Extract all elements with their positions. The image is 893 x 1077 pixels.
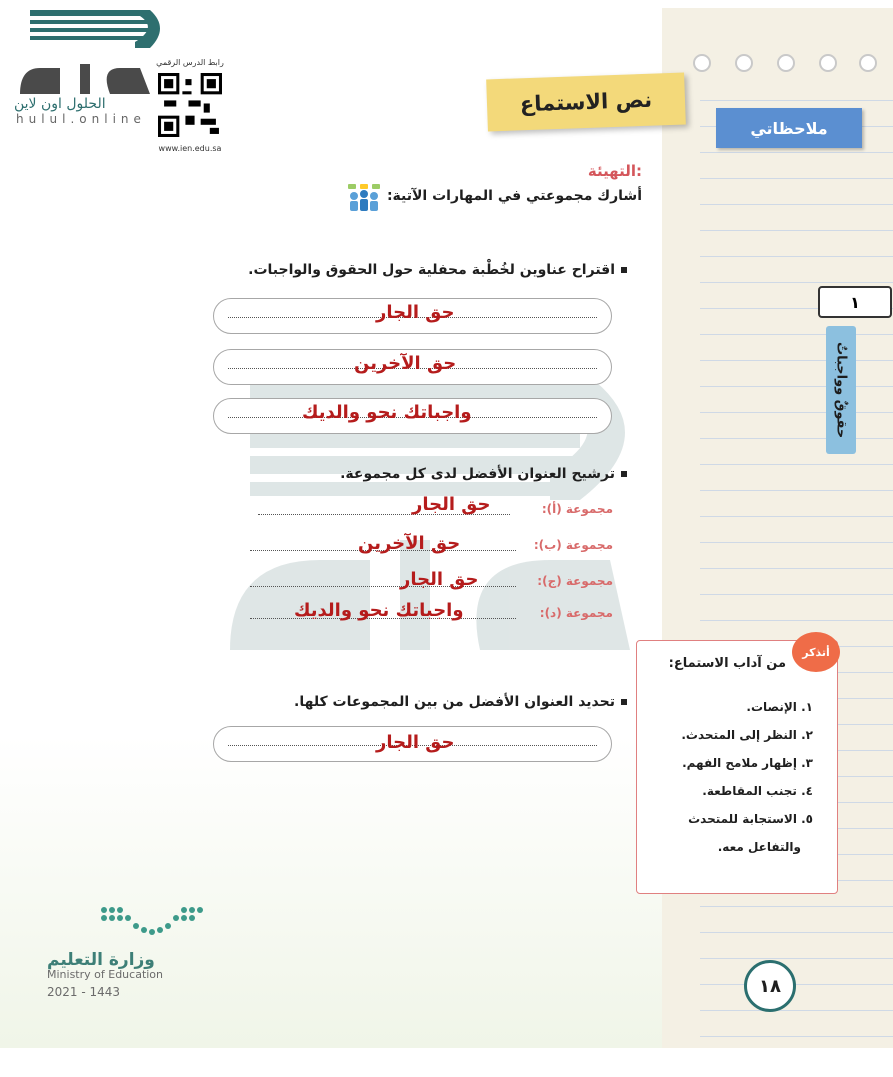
etiquette-item: ٤. تجنب المقاطعة. <box>702 784 813 798</box>
etiquette-item: ٥. الاستجابة للمتحدث <box>688 812 813 826</box>
etiquette-item: والتفاعل معه. <box>717 840 801 854</box>
group-answer: حق الجار <box>412 494 491 515</box>
notebook-ruled-line <box>700 334 893 335</box>
notebook-ruled-line <box>700 932 893 933</box>
qr-code[interactable] <box>158 72 222 138</box>
warmup-heading: التهيئة: <box>587 162 642 180</box>
bullet-icon <box>621 471 627 477</box>
etiquette-item: ١. الإنصات. <box>746 700 813 714</box>
notebook-ruled-line <box>700 542 893 543</box>
group-answer: حق الجار <box>400 569 479 590</box>
notebook-ruled-line <box>700 1036 893 1037</box>
notebook-ruled-line <box>700 464 893 465</box>
notebook-ruled-line <box>700 230 893 231</box>
unit-title: حقوقٌ وواجباتٌ <box>826 326 856 454</box>
notes-tab: ملاحظاتي <box>716 108 862 148</box>
page-number: ١٨ <box>744 960 796 1012</box>
ministry-logo-mark <box>96 904 204 944</box>
ministry-name-arabic: وزارة التعليم <box>47 950 155 970</box>
task3-prompt: تحديد العنوان الأفضل من بين المجموعات كلها. <box>294 694 627 710</box>
notebook-ruled-line <box>700 594 893 595</box>
answer-text: واجباتك نحو والديك <box>302 402 472 423</box>
group-label: مجموعة (ج): <box>537 574 613 588</box>
answer-text: حق الجار <box>376 302 455 323</box>
group-label: مجموعة (د): <box>539 606 613 620</box>
notebook-ruled-line <box>700 1010 893 1011</box>
binder-ring <box>777 54 795 72</box>
binder-ring <box>693 54 711 72</box>
notebook-ruled-line <box>700 984 893 985</box>
notebook-ruled-line <box>700 178 893 179</box>
ministry-name-english: Ministry of Education <box>47 968 164 981</box>
etiquette-item: ٢. النظر إلى المتحدث. <box>681 728 813 742</box>
notebook-ruled-line <box>700 490 893 491</box>
binder-ring <box>859 54 877 72</box>
task2-prompt: ترشيح العنوان الأفضل لدى كل مجموعة. <box>340 466 627 482</box>
notebook-ruled-line <box>700 204 893 205</box>
qr-url[interactable]: www.ien.edu.sa <box>158 144 222 153</box>
notebook-ruled-line <box>700 620 893 621</box>
notebook-ruled-line <box>700 906 893 907</box>
group-label: مجموعة (ب): <box>533 538 613 552</box>
ministry-year: 2021 - 1443 <box>47 985 121 999</box>
notebook-ruled-line <box>700 282 893 283</box>
remember-title: من آداب الاستماع: <box>668 656 786 671</box>
remember-badge: أتذكر <box>792 632 840 672</box>
group-label: مجموعة (أ): <box>541 502 613 516</box>
group-answer: واجباتك نحو والديك <box>294 600 464 621</box>
notebook-ruled-line <box>700 152 893 153</box>
bullet-icon <box>621 699 627 705</box>
etiquette-item: ٣. إظهار ملامح الفهم. <box>682 756 813 770</box>
section-title: نص الاستماع <box>486 73 686 132</box>
unit-number: ١ <box>818 286 892 318</box>
notebook-ruled-line <box>700 360 893 361</box>
binder-ring <box>819 54 837 72</box>
notebook-ruled-line <box>700 438 893 439</box>
logo-arabic-text: الحلول اون لاين <box>14 96 106 112</box>
notebook-ruled-line <box>700 568 893 569</box>
logo-latin-text: hulul.online <box>16 112 146 126</box>
group-answer: حق الآخرين <box>358 533 461 554</box>
notebook-ruled-line <box>700 256 893 257</box>
warmup-instruction: أشارك مجموعتي في المهارات الآتية: <box>386 188 642 204</box>
qr-label: رابط الدرس الرقمي <box>156 58 224 67</box>
left-margin <box>0 8 232 1048</box>
bullet-icon <box>621 267 627 273</box>
binder-ring <box>735 54 753 72</box>
notebook-ruled-line <box>700 100 893 101</box>
answer-text: حق الآخرين <box>354 353 457 374</box>
task1-prompt: اقتراح عناوين لخُطْبة محفلية حول الحقوق والواجبات. <box>248 262 627 278</box>
group-discussion-icon <box>346 184 382 212</box>
notebook-ruled-line <box>700 958 893 959</box>
notebook-ruled-line <box>700 386 893 387</box>
notebook-ruled-line <box>700 412 893 413</box>
notebook-ruled-line <box>700 516 893 517</box>
answer-text: حق الجار <box>376 732 455 753</box>
